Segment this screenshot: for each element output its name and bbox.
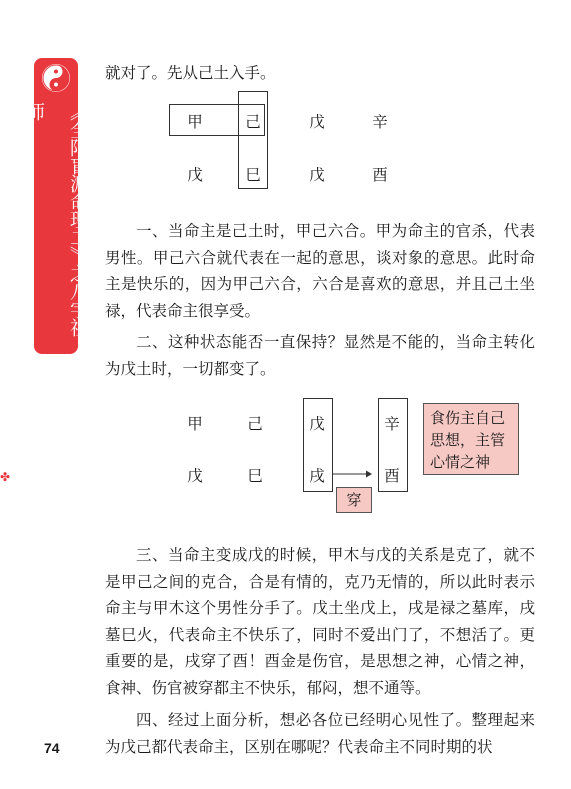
chart1-cell: 戊 — [187, 166, 203, 184]
chart2-cell: 己 — [247, 415, 263, 433]
chart2-cell: 巳 — [247, 467, 263, 485]
arrow-icon — [332, 469, 372, 479]
paragraph-2: 二、这种状态能否一直保持？显然是不能的，当命主转化为戊土时，一切都变了。 — [105, 333, 535, 378]
intro-text: 就对了。先从己土入手。 — [105, 64, 276, 82]
paragraph-3: 三、当命主变成戊的时候，甲木与戊的关系是克了，就不是甲己之间的克合，合是有情的，克乃无情的，所以此时表示命主与甲木这个男性分手了。戊土坐戊上，戌是禄之墓库，戌墓巳火，代表命主不快乐了，同时不爱出门了，不想活了。更重要的是，戌穿了酉！酉金是伤官，是思想之神，心情之神，食神、伤官被穿都主不快乐，郁闷，想不通等。 — [105, 546, 535, 697]
chart2-cell: 辛 — [384, 415, 400, 433]
chart2-cell: 戊 — [187, 467, 203, 485]
chart2-cell: 甲 — [187, 415, 203, 433]
chart1-cell: 甲 — [187, 113, 203, 131]
chart1-cell: 辛 — [372, 113, 388, 131]
side-marker-icon: ✤ — [0, 470, 11, 484]
chart2-cell: 戌 — [309, 467, 325, 485]
chuan-label: 穿 — [336, 487, 372, 513]
book-title: 《全阳盲派命理二》之八字祖师 — [23, 102, 89, 336]
chart2-cell: 戊 — [309, 415, 325, 433]
chart1-cell: 巳 — [245, 166, 261, 184]
chart1-cell: 酉 — [372, 166, 388, 184]
paragraph-4: 四、经过上面分析，想必各位已经明心见性了。整理起来为戊己都代表命主，区别在哪呢？代表命主不同时期的状 — [105, 711, 535, 756]
chart1-cell: 戊 — [309, 113, 325, 131]
note-box: 食伤主自己思想，主管心情之神 — [423, 403, 519, 475]
paragraph-1: 一、当命主是己土时，甲己六合。甲为命主的官杀，代表男性。甲己六合就代表在一起的意思，谈对象的意思。此时命主是快乐的，因为甲己六合，六合是喜欢的意思，并且己土坐禄，代表命主很享受。 — [105, 222, 535, 320]
chart2-cell: 酉 — [384, 467, 400, 485]
chart1-cell: 己 — [245, 113, 261, 131]
page-number: 74 — [44, 740, 60, 756]
book-title-tab — [23, 58, 89, 354]
chart1-cell: 戊 — [309, 166, 325, 184]
yin-yang-icon — [42, 64, 70, 92]
